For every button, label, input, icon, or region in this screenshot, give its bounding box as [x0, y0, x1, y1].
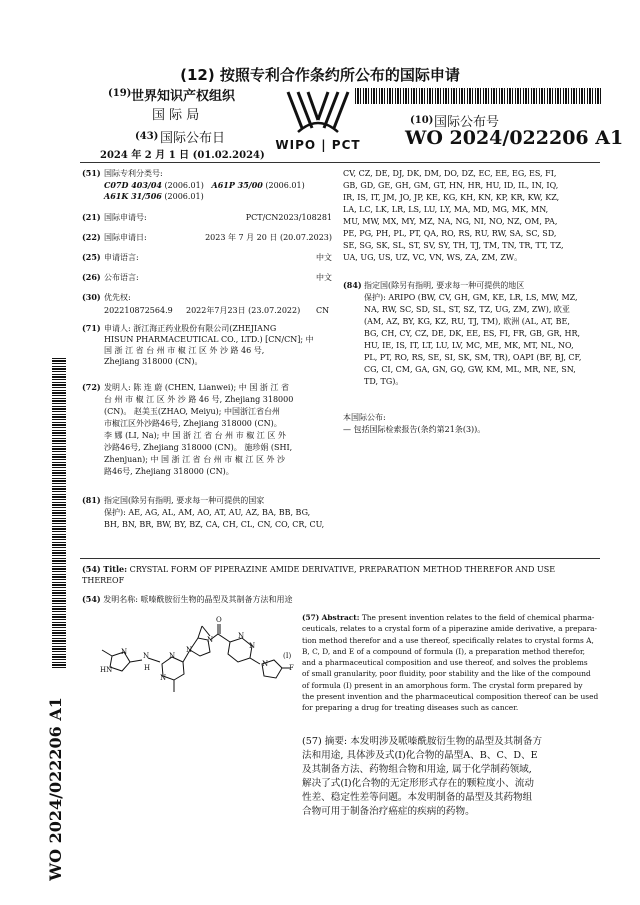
field-81-continued: [343, 168, 601, 264]
title-tag: (54): [82, 564, 101, 574]
designated-state-line: LA, LC, LK, LR, LS, LU, LY, MA, MD, MG, MK, MN,: [343, 205, 549, 214]
applicant-line: Zhejiang 318000 (CN)。: [104, 357, 203, 366]
field-84-tag: (84): [343, 280, 362, 290]
regional-line: PL, PT, RO, RS, SE, SI, SK, SM, TR), OAPI (BF, BJ, CF,: [364, 353, 582, 362]
org-name: 世界知识产权组织: [131, 89, 236, 104]
designated-state-line: MU, MW, MX, MY, MZ, NA, NG, NI, NO, NZ, OM, PA,: [343, 217, 558, 226]
inventor-line: 市椒江区外沙路46号, Zhejiang 318000 (CN)。: [104, 419, 282, 428]
chemical-structure: [86, 612, 296, 707]
ipc-version-1: (2006.01): [164, 181, 204, 190]
field-71-applicant: [104, 323, 332, 367]
field-22-tag: (22): [82, 232, 101, 242]
field-51-line1: [104, 180, 305, 191]
title-en-line1: CRYSTAL FORM OF PIPERAZINE AMIDE DERIVATIVE, PREPARATION METHOD THEREFOR AND USE: [129, 565, 556, 574]
abstract-en-line: the present invention and the pharmaceutical composition thereof can be used: [302, 692, 599, 702]
main-title: (12) 按照专利合作条约所公布的国际申请: [180, 66, 460, 84]
field-25-label: 申请语言:: [104, 253, 139, 262]
title-en-label: Title:: [103, 564, 128, 574]
abstract-en-line: [302, 612, 602, 623]
regional-line: (AM, AZ, BY, KG, KZ, RU, TJ, TM), 欧洲 (AL, AT, BE,: [364, 317, 570, 326]
body-divider: [80, 558, 600, 559]
regional-line: BG, CH, CY, CZ, DE, DK, EE, ES, FI, FR, GB, GR, HR,: [364, 329, 581, 338]
priority-number: 202210872564.9: [104, 306, 173, 315]
field-25-value: 中文: [316, 253, 332, 262]
designated-state-line: IR, IS, IT, JM, JO, JP, KE, KG, KH, KN, KP, KR, KW, KZ,: [343, 193, 560, 202]
designated-state-line: SE, SG, SK, SL, ST, SV, SY, TH, TJ, TM, TN, TR, TT, TZ,: [343, 241, 564, 250]
abstract-en-line: ceuticals, relates to a crystal form of a piperazine amide derivative, a prepara-: [302, 624, 598, 634]
designated-state-line: 保护): AE, AG, AL, AM, AO, AT, AU, AZ, BA, BB, BG,: [104, 508, 311, 517]
atom-label: H: [144, 664, 151, 672]
title-zh-tag: (54): [82, 594, 101, 604]
inventor-line: 路46号, Zhejiang 318000 (CN)。: [104, 467, 234, 476]
published-item: — 包括国际检索报告(条约第21条(3))。: [343, 425, 486, 434]
abstract-tag: (57): [302, 613, 320, 622]
atom-label: N: [160, 674, 167, 682]
priority-date: 2022年7月23日 (23.07.2022): [186, 306, 301, 315]
title-en: [82, 564, 602, 575]
abstract-zh-line: 法和用途, 具体涉及式(I)化合物的晶型A、B、C、D、E: [302, 750, 538, 761]
title-zh: [82, 594, 293, 605]
atom-label: HN: [100, 666, 113, 674]
designated-state-line: CV, CZ, DE, DJ, DK, DM, DO, DZ, EC, EE, EG, ES, FI,: [343, 169, 557, 178]
field-30-tag: (30): [82, 292, 101, 302]
atom-label: N: [169, 652, 176, 660]
pubdate-tag: (43): [135, 131, 159, 142]
inventor-line: 台 州 市 椒 江 区 外 沙 路 46 号, Zhejiang 318000: [104, 395, 294, 404]
header-divider: [80, 162, 600, 163]
abstract-zh-line: 性差、稳定性差等问题。本发明制备的晶型及其药物组: [302, 792, 533, 803]
regional-line: HU, IE, IS, IT, LT, LU, LV, MC, ME, MK, MT, NL, NO,: [364, 341, 574, 350]
ipc-code-3: A61K 31/506: [104, 191, 162, 201]
ipc-code-2: A61P 35/00: [211, 180, 263, 190]
priority-country: CN: [316, 306, 330, 315]
field-81-tag: (81): [82, 495, 101, 505]
inventor-line: 发明人: 陈 连 蔚 (CHEN, Lianwei); 中 国 浙 江 省: [104, 383, 289, 392]
title-en-line2: THEREOF: [82, 576, 125, 585]
field-21-value: PCT/CN2023/108281: [245, 213, 332, 222]
atom-label: N: [207, 636, 214, 644]
field-26-value: 中文: [316, 273, 332, 282]
field-51-line2: [104, 191, 204, 202]
abstract-en-line: B, C, D, and E of a compound of formula (I), a preparation method therefor,: [302, 646, 586, 656]
atom-label: N: [249, 642, 256, 650]
applicant-line: 申请人: 浙江海正药业股份有限公司(ZHEJIANG: [104, 324, 277, 333]
designated-state-line: BH, BN, BR, BW, BY, BZ, CA, CH, CL, CN, CO, CR, CU,: [104, 520, 325, 529]
atom-label: O: [216, 616, 222, 624]
pubdate-label: 国际公布日: [160, 131, 226, 146]
abstract-en: [302, 612, 602, 714]
field-21-label: 国际申请号:: [104, 213, 147, 222]
field-72-tag: (72): [82, 382, 101, 392]
atom-label: N: [186, 646, 193, 654]
published-label: 本国际公布:: [343, 413, 386, 422]
side-barcode: [52, 358, 66, 668]
abstract-zh-line: (57) 摘要: 本发明涉及哌嗪酰胺衍生物的晶型及其制备方: [302, 736, 543, 747]
field-51-label: 国际专利分类号:: [104, 169, 163, 178]
regional-line: 指定国(除另有指明, 要求每一种可提供的地区: [364, 281, 525, 290]
field-51-tag: (51): [82, 168, 101, 178]
atom-label: F: [289, 664, 294, 672]
designated-state-line: PE, PG, PH, PL, PT, QA, RO, RS, RU, RW, SA, SC, SD,: [343, 229, 557, 238]
field-22-label: 国际申请日:: [104, 233, 147, 242]
abstract-en-line: of small granularity, poor fluidity, poor stability and the like of the compound: [302, 669, 591, 679]
org-tag: (19): [108, 88, 132, 99]
wipo-logo: [268, 88, 368, 154]
wipo-logo-text: WIPO | PCT: [275, 138, 361, 152]
formula-label: (I): [283, 652, 292, 660]
inventor-line: 沙路46号, Zhejiang 318000 (CN)。 施珍娟 (SHI,: [104, 443, 293, 452]
field-81-states: [104, 495, 332, 531]
field-71-tag: (71): [82, 323, 101, 333]
inventor-line: Zhenjuan); 中 国 浙 江 省 台 州 市 椒 江 区 外 沙: [104, 455, 286, 464]
abstract-zh-line: 合物可用于制备治疗癌症的疾病的药物。: [302, 806, 475, 817]
designated-state-line: 指定国(除另有指明, 要求每一种可提供的国家: [104, 496, 265, 505]
pubnum-tag: (10): [410, 115, 434, 126]
designated-state-line: GB, GD, GE, GH, GM, GT, HN, HR, HU, ID, IL, IN, IQ,: [343, 181, 559, 190]
field-84-regions: [364, 280, 602, 388]
field-30-label: 优先权:: [104, 293, 131, 302]
field-72-inventors: [104, 382, 332, 478]
ipc-version-3: (2006.01): [164, 192, 204, 201]
applicant-line: HISUN PHARMACEUTICAL CO., LTD.) [CN/CN]; 中: [104, 335, 314, 344]
header-barcode: [355, 88, 603, 104]
title-zh-text: 发明名称: 哌嗪酰胺衍生物的晶型及其制备方法和用途: [103, 595, 293, 604]
field-22-value: 2023 年 7 月 20 日 (20.07.2023): [205, 233, 332, 242]
inventor-line: (CN)。 赵美玉(ZHAO, Meiyu); 中国浙江省台州: [104, 407, 281, 416]
atom-label: N: [262, 660, 269, 668]
pubnum-label: 国际公布号: [434, 115, 500, 130]
regional-line: NA, RW, SC, SD, SL, ST, SZ, TZ, UG, ZM, ZW), 欧亚: [364, 305, 570, 314]
abstract-en-line: of formula (I) present in an amorphous form. The crystal form prepared by: [302, 680, 583, 690]
atom-label: N: [121, 648, 128, 656]
abstract-en-text: The present invention relates to the field of chemical pharma-: [361, 613, 595, 622]
designated-state-line: UA, UG, US, UZ, VC, VN, WS, ZA, ZM, ZW。: [343, 253, 523, 262]
wipo-emblem-icon: [268, 88, 368, 138]
field-26-tag: (26): [82, 272, 101, 282]
applicant-line: 国 浙 江 省 台 州 市 椒 江 区 外 沙 路 46 号,: [104, 346, 265, 355]
abstract-zh-line: 解决了式(I)化合物的无定形形式存在的颗粒度小、流动: [302, 778, 534, 789]
field-26-label: 公布语言:: [104, 273, 139, 282]
ipc-version-2: (2006.01): [265, 181, 305, 190]
regional-line: 保护): ARIPO (BW, CV, GH, GM, KE, LR, LS, MW, MZ,: [364, 293, 578, 302]
field-25-tag: (25): [82, 252, 101, 262]
regional-line: TD, TG)。: [364, 377, 404, 386]
inventor-line: 李 娜 (LI, Na); 中 国 浙 江 省 台 州 市 椒 江 区 外: [104, 431, 286, 440]
abstract-en-line: tion method therefor and a use thereof, specifically relates to crystal forms A,: [302, 635, 594, 645]
org-sub: 国 际 局: [152, 108, 200, 123]
abstract-en-line: for preparing a drug for treating diseases such as cancer.: [302, 703, 519, 713]
abstract-en-line: and a pharmaceutical composition and use thereof, and solves the problems: [302, 658, 588, 668]
pubdate-value: 2024 年 2 月 1 日 (01.02.2024): [100, 150, 265, 161]
side-vertical-number: WO 2024/022206 A1: [46, 697, 65, 881]
ipc-code-1: C07D 403/04: [104, 180, 162, 190]
field-21-tag: (21): [82, 212, 101, 222]
atom-label: N: [238, 632, 245, 640]
abstract-zh: [302, 735, 602, 819]
pubnum-value: WO 2024/022206 A1: [405, 127, 624, 149]
abstract-zh-line: 及其制备方法、药物组合物和用途, 属于化学制药领域,: [302, 764, 532, 775]
regional-line: CG, CI, CM, GA, GN, GQ, GW, KM, ML, MR, NE, SN,: [364, 365, 576, 374]
atom-label: N: [143, 652, 150, 660]
abstract-en-label: Abstract:: [321, 613, 360, 622]
